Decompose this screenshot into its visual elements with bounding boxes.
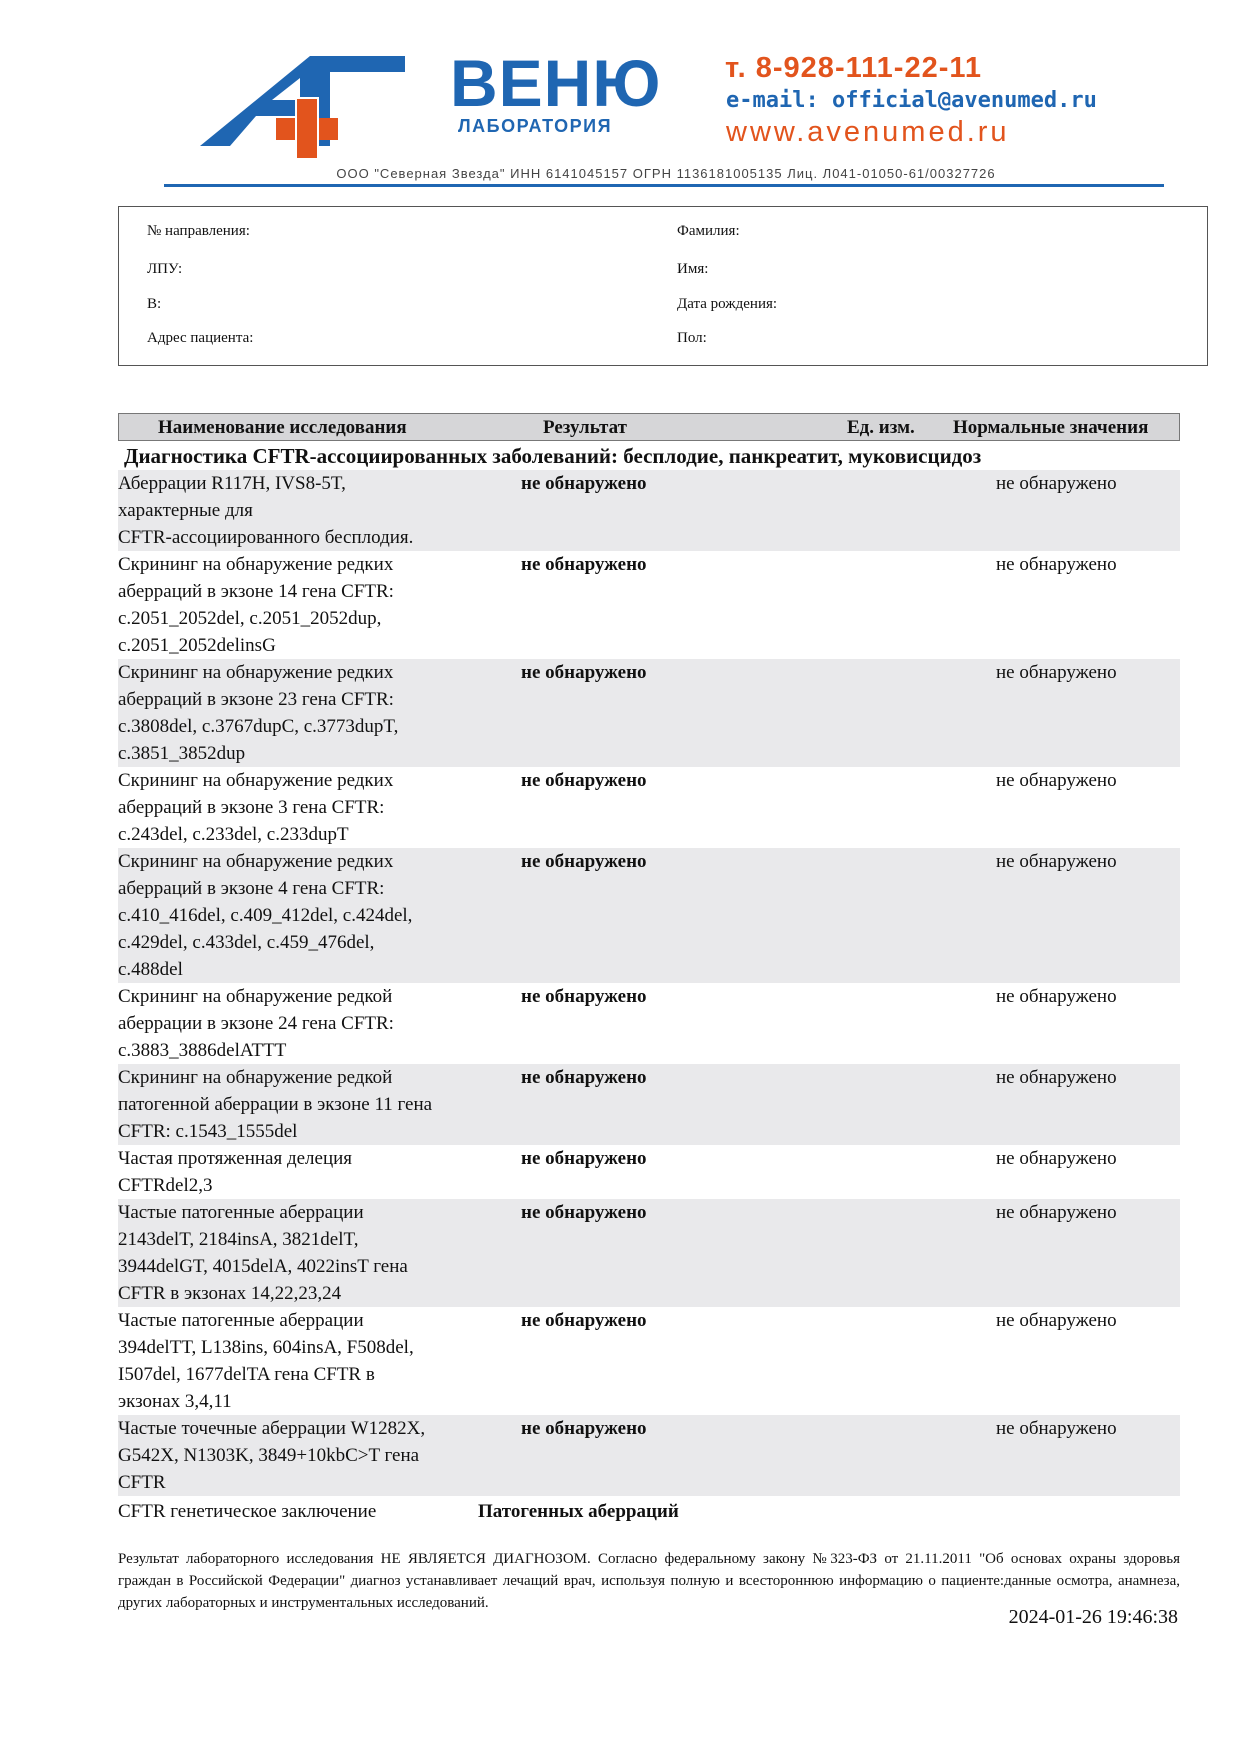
test-name-line: 2143delT, 2184insA, 3821delT, (118, 1229, 359, 1250)
report-timestamp: 2024-01-26 19:46:38 (1008, 1606, 1178, 1628)
result-cell: не обнаружено (521, 1067, 647, 1088)
test-name-line: Скрининг на обнаружение редких (118, 662, 394, 683)
test-name-cell (118, 1145, 478, 1199)
test-name-cell (118, 1064, 478, 1145)
header-unit: Ед. изм. (847, 417, 915, 438)
test-name-line: 394delTT, L138ins, 604insA, F508del, (118, 1337, 414, 1358)
test-name-line: c.243del, c.233del, c.233dupT (118, 824, 349, 845)
normal-value-cell: не обнаружено (996, 662, 1117, 683)
test-name-line: I507del, 1677delTA гена CFTR в (118, 1364, 375, 1385)
test-name-line: аберрации в экзоне 24 гена CFTR: (118, 1013, 394, 1034)
table-row (118, 551, 1180, 659)
test-name-cell (118, 848, 478, 983)
sex-label: Пол: (677, 330, 707, 346)
contact-phone: т. 8-928-111-22-11 (725, 52, 983, 84)
test-name-line: аберраций в экзоне 14 гена CFTR: (118, 581, 394, 602)
test-name-line: Скрининг на обнаружение редкой (118, 986, 393, 1007)
test-name-cell (118, 983, 478, 1064)
test-name-line: патогенной аберрации в экзоне 11 гена (118, 1094, 433, 1115)
result-cell: не обнаружено (521, 1202, 647, 1223)
conclusion-label: CFTR генетическое заключение (118, 1501, 377, 1522)
test-name-line: Скрининг на обнаружение редкой (118, 1067, 393, 1088)
test-name-line: CFTR в экзонах 14,22,23,24 (118, 1283, 342, 1304)
test-name-line: аберраций в экзоне 3 гена CFTR: (118, 797, 385, 818)
test-name-line: CFTR (118, 1472, 166, 1493)
lab-header (160, 38, 1172, 188)
test-name-line: Аберрации R117H, IVS8-5T, (118, 473, 346, 494)
patient-address-label: Адрес пациента: (147, 330, 254, 346)
contact-email: e-mail: official@avenumed.ru (726, 88, 1097, 113)
table-row (118, 767, 1180, 848)
referral-number-label: № направления: (147, 223, 250, 239)
table-header (118, 413, 1180, 441)
test-name-line: c.3808del, c.3767dupC, c.3773dupT, (118, 716, 399, 737)
test-name-line: аберраций в экзоне 4 гена CFTR: (118, 878, 385, 899)
test-name-line: Частые точечные аберрации W1282X, (118, 1418, 426, 1439)
result-cell: не обнаружено (521, 851, 647, 872)
table-row (118, 659, 1180, 767)
brand-subtitle: ЛАБОРАТОРИЯ (458, 116, 613, 136)
normal-value-cell: не обнаружено (996, 1202, 1117, 1223)
result-cell: не обнаружено (521, 1310, 647, 1331)
table-row (118, 1307, 1180, 1415)
table-row (118, 1064, 1180, 1145)
test-name-line: c.410_416del, c.409_412del, c.424del, (118, 905, 413, 926)
test-name-line: Частые патогенные аберрации (118, 1202, 364, 1223)
birth-date-label: Дата рождения: (677, 296, 778, 312)
table-row (118, 983, 1180, 1064)
test-name-line: G542X, N1303K, 3849+10kbC>T гена (118, 1445, 420, 1466)
first-name-label: Имя: (677, 261, 709, 277)
test-name-line: c.2051_2052delinsG (118, 635, 276, 656)
brand-name: ВЕНЮ (450, 46, 662, 120)
header-result: Результат (543, 417, 627, 438)
test-name-line: Частая протяженная делеция (118, 1148, 353, 1169)
test-name-line: характерные для (118, 500, 253, 521)
test-name-line: c.429del, c.433del, c.459_476del, (118, 932, 375, 953)
test-name-cell (118, 1415, 478, 1496)
normal-value-cell: не обнаружено (996, 986, 1117, 1007)
conclusion-value: Патогенных аберраций (478, 1501, 679, 1522)
test-name-cell (118, 551, 478, 659)
result-cell: не обнаружено (521, 1418, 647, 1439)
header-normal-values: Нормальные значения (953, 417, 1149, 438)
normal-value-cell: не обнаружено (996, 1148, 1117, 1169)
conclusion-row (118, 1496, 1180, 1526)
test-name-line: Частые патогенные аберрации (118, 1310, 364, 1331)
company-registration-line: ООО "Северная Звезда" ИНН 6141045157 ОГРН 1136181005135 Лиц. Л041-01050-61/00327726 (336, 166, 996, 181)
test-name-line: c.488del (118, 959, 183, 980)
table-row (118, 1199, 1180, 1307)
result-cell: не обнаружено (521, 770, 647, 791)
result-rows (118, 470, 1180, 1496)
test-name-line: c.3883_3886delATTT (118, 1040, 287, 1061)
result-cell: не обнаружено (521, 986, 647, 1007)
section-title: Диагностика CFTR-ассоциированных заболеваний: бесплодие, панкреатит, муковисцидоз (124, 444, 982, 468)
table-row (118, 1145, 1180, 1199)
lpu-label: ЛПУ: (147, 261, 183, 277)
test-name-line: аберраций в экзоне 23 гена CFTR: (118, 689, 394, 710)
test-name-line: Скрининг на обнаружение редких (118, 851, 394, 872)
table-row (118, 848, 1180, 983)
test-name-line: Скрининг на обнаружение редких (118, 770, 394, 791)
patient-info-box (118, 206, 1208, 366)
result-cell: не обнаружено (521, 473, 647, 494)
test-name-cell (118, 767, 478, 848)
test-name-line: экзонах 3,4,11 (118, 1391, 232, 1412)
avenu-logo-icon (160, 38, 460, 158)
test-name-line: CFTR: c.1543_1555del (118, 1121, 298, 1142)
legal-disclaimer: Результат лабораторного исследования НЕ ЯВЛЯЕТСЯ ДИАГНОЗОМ. Согласно федеральному закону №323-ФЗ от 21.11.2011 "Об основах охраны здоровья граждан в Российской Федерации" диагноз устанавливает лечащий врач, используя полную и всестороннюю информацию о пациенте:данные осмотра, анамнеза, других лабораторных и инструментальных исследований. (118, 1551, 1180, 1611)
result-cell: не обнаружено (521, 662, 647, 683)
normal-value-cell: не обнаружено (996, 851, 1117, 872)
normal-value-cell: не обнаружено (996, 554, 1117, 575)
table-row (118, 1415, 1180, 1496)
header-test-name: Наименование исследования (158, 417, 407, 438)
test-name-cell (118, 1199, 478, 1307)
surname-label: Фамилия: (677, 223, 740, 239)
test-name-line: 3944delGT, 4015delA, 4022insT гена (118, 1256, 408, 1277)
header-divider (164, 184, 1164, 187)
result-cell: не обнаружено (521, 554, 647, 575)
test-name-cell (118, 1307, 478, 1415)
normal-value-cell: не обнаружено (996, 1418, 1117, 1439)
result-cell: не обнаружено (521, 1148, 647, 1169)
test-name-cell (118, 659, 478, 767)
normal-value-cell: не обнаружено (996, 473, 1117, 494)
normal-value-cell: не обнаружено (996, 1067, 1117, 1088)
test-name-line: c.3851_3852dup (118, 743, 246, 764)
test-name-line: Скрининг на обнаружение редких (118, 554, 394, 575)
test-name-cell (118, 470, 478, 551)
results-table (118, 413, 1180, 1526)
normal-value-cell: не обнаружено (996, 770, 1117, 791)
contact-website: www.avenumed.ru (726, 116, 1010, 148)
normal-value-cell: не обнаружено (996, 1310, 1117, 1331)
test-name-line: CFTR-ассоциированного бесплодия. (118, 527, 414, 548)
table-row (118, 470, 1180, 551)
v-label: В: (147, 296, 162, 312)
test-name-line: CFTRdel2,3 (118, 1175, 213, 1196)
test-name-line: c.2051_2052del, c.2051_2052dup, (118, 608, 382, 629)
